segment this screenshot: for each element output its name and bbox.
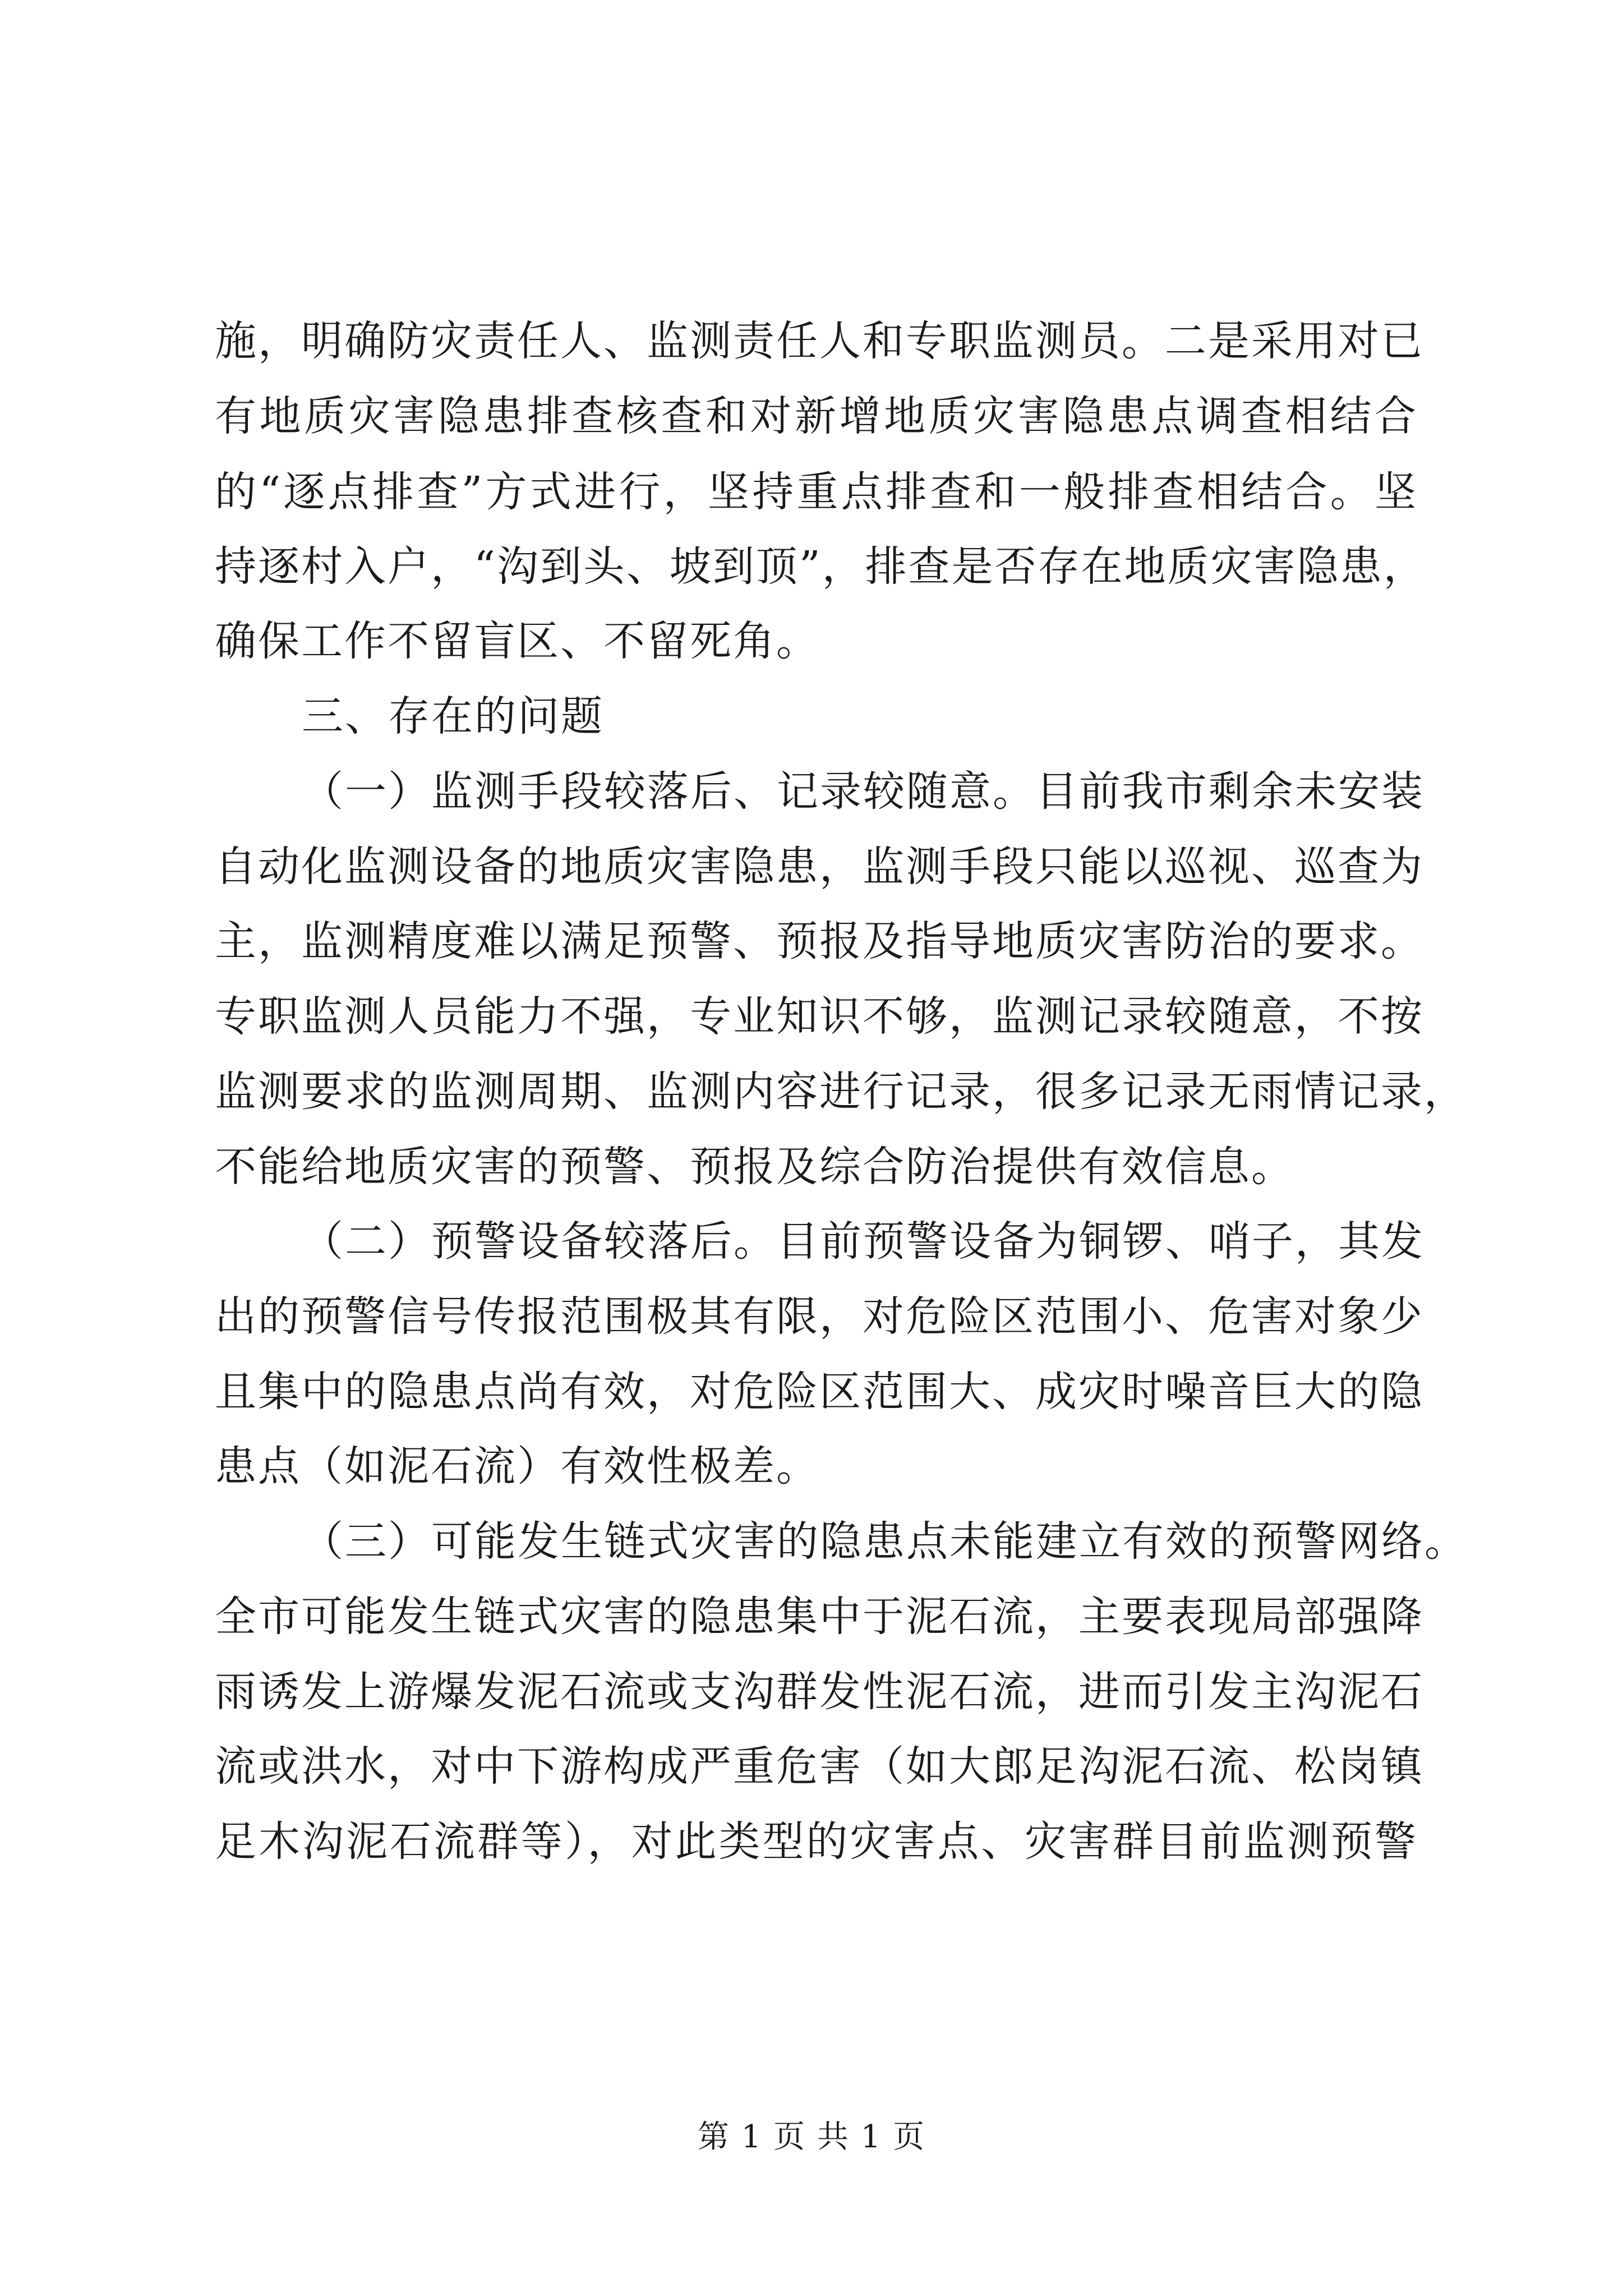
section-heading: 三、存在的问题 [302, 692, 604, 740]
body-text-line: 有地质灾害隐患排查核查和对新增地质灾害隐患点调查相结合 [215, 392, 1418, 440]
body-text-line: 足木沟泥石流群等），对此类型的灾害点、灾害群目前监测预警 [215, 1818, 1418, 1866]
body-text-line: 的“逐点排查”方式进行，坚持重点排查和一般排查相结合。坚 [215, 468, 1418, 516]
body-text-line: 流或洪水，对中下游构成严重危害（如大郎足沟泥石流、松岗镇 [215, 1742, 1424, 1791]
paragraph-first-line: （二）预警设备较落后。目前预警设备为铜锣、哨子，其发 [302, 1217, 1424, 1266]
body-text-line: 施，明确防灾责任人、监测责任人和专职监测员。二是采用对已 [215, 317, 1424, 365]
body-text-line: 且集中的隐患点尚有效，对危险区范围大、成灾时噪音巨大的隐 [215, 1368, 1424, 1416]
body-text-line: 持逐村入户，“沟到头、坡到顶”，排查是否存在地质灾害隐患， [215, 542, 1427, 591]
body-text-line: 全市可能发生链式灾害的隐患集中于泥石流，主要表现局部强降 [215, 1593, 1424, 1641]
body-text-line: 确保工作不留盲区、不留死角。 [215, 617, 819, 665]
paragraph-first-line: （三）可能发生链式灾害的隐患点未能建立有效的预警网络。 [302, 1517, 1468, 1566]
body-text-line: 不能给地质灾害的预警、预报及综合防治提供有效信息。 [215, 1143, 1294, 1191]
body-text-line: 自动化监测设备的地质灾害隐患，监测手段只能以巡视、巡查为 [215, 843, 1424, 891]
body-text-line: 监测要求的监测周期、监测内容进行记录，很多记录无雨情记录， [215, 1068, 1467, 1116]
paragraph-first-line: （一）监测手段较落后、记录较随意。目前我市剩余未安装 [302, 767, 1424, 816]
body-text-line: 主，监测精度难以满足预警、预报及指导地质灾害防治的要求。 [215, 917, 1424, 965]
body-text-line: 雨诱发上游爆发泥石流或支沟群发性泥石流，进而引发主沟泥石 [215, 1668, 1424, 1716]
page-number-footer: 第 1 页 共 1 页 [697, 2119, 926, 2155]
body-text-line: 患点（如泥石流）有效性极差。 [215, 1442, 819, 1490]
body-text-line: 专职监测人员能力不强，专业知识不够，监测记录较随意，不按 [215, 992, 1424, 1041]
body-text-line: 出的预警信号传报范围极其有限，对危险区范围小、危害对象少 [215, 1292, 1424, 1341]
